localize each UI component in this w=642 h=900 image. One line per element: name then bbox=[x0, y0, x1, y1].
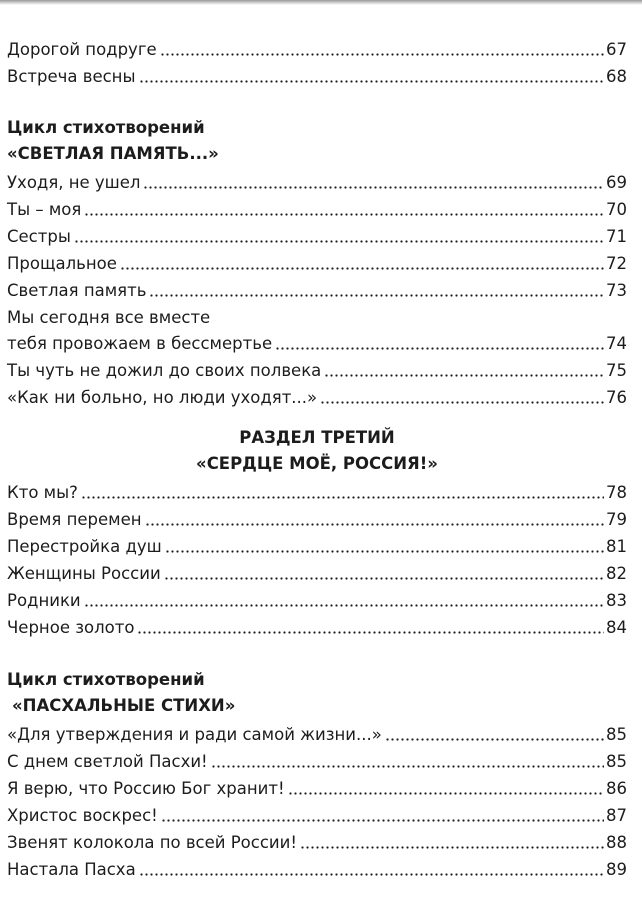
leader-dots bbox=[84, 594, 604, 608]
leader-dots bbox=[275, 337, 604, 351]
toc-entry-page: 89 bbox=[606, 860, 627, 879]
section-heading: РАЗДЕЛ ТРЕТИЙ bbox=[239, 428, 395, 447]
toc-entry[interactable] bbox=[7, 477, 627, 503]
toc-entry-page: 71 bbox=[606, 227, 627, 246]
toc-entry-page: 83 bbox=[606, 591, 627, 610]
toc-entry[interactable] bbox=[7, 612, 627, 638]
toc-entry-page: 70 bbox=[606, 200, 627, 219]
toc-entry-page: 86 bbox=[606, 779, 627, 798]
toc-entry[interactable] bbox=[7, 328, 627, 354]
leader-dots bbox=[139, 863, 604, 877]
toc-entry[interactable] bbox=[7, 275, 627, 301]
leader-dots bbox=[137, 621, 604, 635]
leader-dots bbox=[300, 836, 604, 850]
toc-entry-page: 76 bbox=[606, 388, 627, 407]
leader-dots bbox=[145, 513, 604, 527]
toc-entry-title: Я верю, что Россию Бог хранит! bbox=[7, 779, 285, 798]
toc-entry[interactable] bbox=[7, 827, 627, 853]
toc-entry-title: «Для утверждения и ради самой жизни...» bbox=[7, 725, 382, 744]
toc-entry[interactable] bbox=[7, 800, 627, 826]
toc-entry-page: 85 bbox=[606, 725, 627, 744]
toc-entry-title: Женщины России bbox=[7, 564, 161, 583]
toc-entry-title: «Как ни больно, но люди уходят...» bbox=[7, 388, 318, 407]
toc-entry-title: Светлая память bbox=[7, 281, 147, 300]
toc-entry-page: 81 bbox=[606, 537, 627, 556]
toc-entry-title: Перестройка душ bbox=[7, 537, 162, 556]
toc-entry-page: 79 bbox=[606, 510, 627, 529]
toc-entry-title: тебя провожаем в бессмертье bbox=[7, 334, 273, 353]
toc-entry-title: Сестры bbox=[7, 227, 71, 246]
toc-entry-page: 82 bbox=[606, 564, 627, 583]
leader-dots bbox=[74, 230, 604, 244]
leader-dots bbox=[143, 176, 604, 190]
toc-entry-page: 75 bbox=[606, 361, 627, 380]
toc-entry-page: 84 bbox=[606, 618, 627, 637]
toc-entry-title: Настала Пасха bbox=[7, 860, 136, 879]
cycle-title: «ПАСХАЛЬНЫЕ СТИХИ» bbox=[12, 696, 236, 715]
toc-entry-page: 78 bbox=[606, 483, 627, 502]
leader-dots bbox=[164, 567, 604, 581]
toc-entry-title: Ты – моя bbox=[7, 200, 82, 219]
leader-dots bbox=[211, 755, 604, 769]
leader-dots bbox=[139, 70, 605, 84]
leader-dots bbox=[324, 364, 604, 378]
cycle-heading: Цикл стихотворений bbox=[7, 118, 205, 137]
toc-entry[interactable] bbox=[7, 167, 627, 193]
toc-entry[interactable] bbox=[7, 558, 627, 584]
toc-entry-title: Кто мы? bbox=[7, 483, 78, 502]
toc-entry-page: 88 bbox=[606, 833, 627, 852]
leader-dots bbox=[288, 782, 604, 796]
toc-entry-page: 67 bbox=[606, 40, 627, 59]
toc-entry-title: Христос воскрес! bbox=[7, 806, 158, 825]
toc-entry[interactable] bbox=[7, 194, 627, 220]
toc-entry-page: 72 bbox=[606, 254, 627, 273]
leader-dots bbox=[84, 203, 604, 217]
toc-entry-page: 69 bbox=[606, 173, 627, 192]
toc-entry-title: Дорогой подруге bbox=[7, 40, 157, 59]
toc-entry[interactable] bbox=[7, 221, 627, 247]
leader-dots bbox=[160, 43, 604, 57]
leader-dots bbox=[320, 391, 604, 405]
toc-entry[interactable] bbox=[7, 531, 627, 557]
toc-entry-title: Черное золото bbox=[7, 618, 135, 637]
leader-dots bbox=[81, 486, 604, 500]
toc-entry-page: 68 bbox=[606, 67, 627, 86]
toc-entry[interactable] bbox=[7, 355, 627, 381]
toc-entry[interactable] bbox=[7, 746, 627, 772]
toc-entry[interactable] bbox=[7, 34, 627, 60]
toc-entry-title: Время перемен bbox=[7, 510, 142, 529]
toc-entry-first-line[interactable]: Мы сегодня все вместе bbox=[7, 308, 211, 327]
toc-entry-title: Встреча весны bbox=[7, 67, 136, 86]
toc-entry-title: Родники bbox=[7, 591, 81, 610]
toc-entry[interactable] bbox=[7, 585, 627, 611]
section-title: «СЕРДЦЕ МОЁ, РОССИЯ!» bbox=[196, 454, 438, 473]
top-rule bbox=[0, 0, 642, 5]
leader-dots bbox=[165, 540, 604, 554]
toc-entry-title: С днем светлой Пасхи! bbox=[7, 752, 208, 771]
toc-entry-page: 74 bbox=[606, 334, 627, 353]
toc-entry-title: Прощальное bbox=[7, 254, 117, 273]
toc-entry[interactable] bbox=[7, 854, 627, 880]
leader-dots bbox=[149, 284, 604, 298]
toc-entry[interactable] bbox=[7, 773, 627, 799]
toc-entry[interactable] bbox=[7, 382, 627, 408]
toc-entry-page: 85 bbox=[606, 752, 627, 771]
toc-entry[interactable] bbox=[7, 248, 627, 274]
toc-entry-page: 73 bbox=[606, 281, 627, 300]
toc-entry-title: Ты чуть не дожил до своих полвека bbox=[7, 361, 322, 380]
toc-entry[interactable] bbox=[7, 719, 627, 745]
cycle-heading: Цикл стихотворений bbox=[7, 670, 205, 689]
toc-entry-page: 87 bbox=[606, 806, 627, 825]
leader-dots bbox=[385, 728, 604, 742]
toc-entry[interactable] bbox=[7, 61, 627, 87]
toc-entry[interactable] bbox=[7, 504, 627, 530]
leader-dots bbox=[161, 809, 604, 823]
toc-entry-title: Уходя, не ушел bbox=[7, 173, 141, 192]
toc-entry-title: Звенят колокола по всей России! bbox=[7, 833, 297, 852]
leader-dots bbox=[120, 257, 604, 271]
cycle-title: «СВЕТЛАЯ ПАМЯТЬ...» bbox=[7, 144, 219, 163]
